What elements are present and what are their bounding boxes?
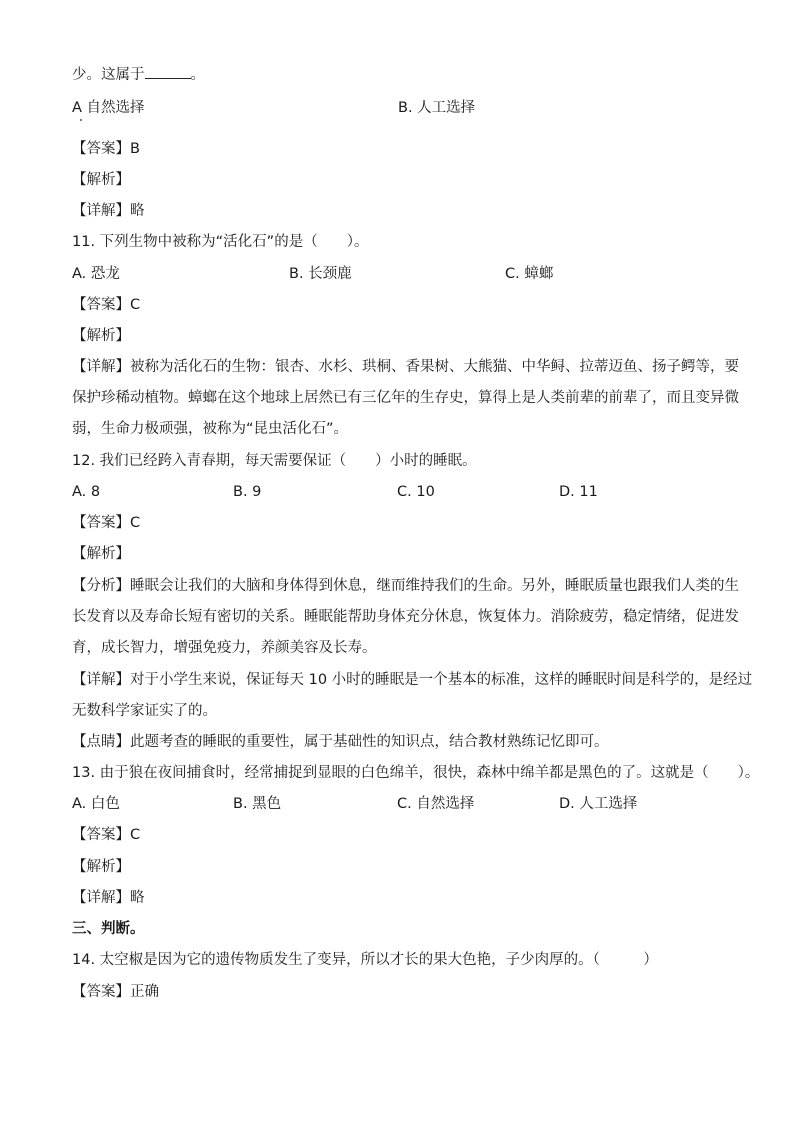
q12-dianjing: 【点睛】此题考查的睡眠的重要性，属于基础性的知识点，结合教材熟练记忆即可。 bbox=[72, 734, 609, 750]
section-heading: 三、判断。 bbox=[72, 921, 145, 937]
q12-fenxi-line-3: 育，成长智力，增强免疫力，养颜美容及长寿。 bbox=[72, 640, 377, 656]
q11-detail-line-3: 弱，生命力极顽强，被称为“昆虫活化石”。 bbox=[72, 421, 349, 437]
q13-stem: 13. 由于狼在夜间捕食时，经常捕捉到显眼的白色绵羊，很快，森林中绵羊都是黑色的了。这就是（ ）。 bbox=[72, 765, 760, 781]
answer-blank bbox=[145, 64, 191, 79]
q12-detail-line-1: 【详解】对于小学生来说，保证每天 10 小时的睡眠是一个基本的标准，这样的睡眠时间是科学的，是经过 bbox=[72, 672, 753, 688]
q13-analysis: 【解析】 bbox=[72, 859, 130, 875]
q12-option-c: C. 10 bbox=[397, 484, 435, 500]
q12-stem: 12. 我们已经跨入青春期，每天需要保证（ ）小时的睡眠。 bbox=[72, 453, 477, 469]
q11-option-a: A. 恐龙 bbox=[72, 266, 120, 282]
q12-answer: 【答案】C bbox=[72, 515, 141, 531]
q11-stem: 11. 下列生物中被称为“活化石”的是（ ）。 bbox=[72, 234, 369, 250]
q13-detail: 【详解】略 bbox=[72, 890, 145, 906]
q12-fenxi-line-1: 【分析】睡眠会让我们的大脑和身体得到休息，继而维持我们的生命。另外，睡眠质量也跟我们人类的生 bbox=[72, 578, 739, 594]
q10-detail: 【详解】略 bbox=[72, 203, 145, 219]
q12-option-d: D. 11 bbox=[559, 484, 598, 500]
q11-analysis: 【解析】 bbox=[72, 328, 130, 344]
q11-option-b: B. 长颈鹿 bbox=[289, 266, 352, 282]
q13-option-d: D. 人工选择 bbox=[559, 796, 638, 812]
q13-option-c: C. 自然选择 bbox=[397, 796, 475, 812]
q12-detail-line-2: 无数科学家证实了的。 bbox=[72, 703, 217, 719]
q10-stem-end: 。 bbox=[190, 67, 205, 83]
q12-fenxi-line-2: 长发育以及寿命长短有密切的关系。睡眠能帮助身体充分休息，恢复体力。消除疲劳，稳定情绪，促进发 bbox=[72, 609, 739, 625]
q14-stem: 14. 太空椒是因为它的遗传物质发生了变异，所以才长的果大色艳，子少肉厚的。（ ） bbox=[72, 952, 658, 968]
q10-stem-text: 少。这属于 bbox=[72, 67, 145, 83]
q11-option-c: C. 蟑螂 bbox=[505, 266, 554, 282]
q10-option-a: A 自然选择 bbox=[72, 100, 145, 116]
q14-answer: 【答案】正确 bbox=[72, 984, 159, 1000]
stray-dot bbox=[80, 119, 82, 121]
q13-option-b: B. 黑色 bbox=[233, 796, 282, 812]
q11-detail-line-1: 【详解】被称为活化石的生物：银杏、水杉、珙桐、香果树、大熊猫、中华鲟、拉蒂迈鱼、扬子鳄等，要 bbox=[72, 359, 739, 375]
q12-analysis: 【解析】 bbox=[72, 546, 130, 562]
q10-analysis: 【解析】 bbox=[72, 172, 130, 188]
q12-option-b: B. 9 bbox=[233, 484, 262, 500]
q13-option-a: A. 白色 bbox=[72, 796, 120, 812]
q10-stem-tail bbox=[72, 64, 205, 85]
q12-option-a: A. 8 bbox=[72, 484, 101, 500]
q11-answer: 【答案】C bbox=[72, 297, 141, 313]
q11-detail-line-2: 保护珍稀动植物。蟑螂在这个地球上居然已有三亿年的生存史，算得上是人类前辈的前辈了，而且变异微 bbox=[72, 390, 739, 406]
q10-answer: 【答案】B bbox=[72, 141, 140, 157]
q10-option-b: B. 人工选择 bbox=[398, 100, 476, 116]
q13-answer: 【答案】C bbox=[72, 827, 141, 843]
